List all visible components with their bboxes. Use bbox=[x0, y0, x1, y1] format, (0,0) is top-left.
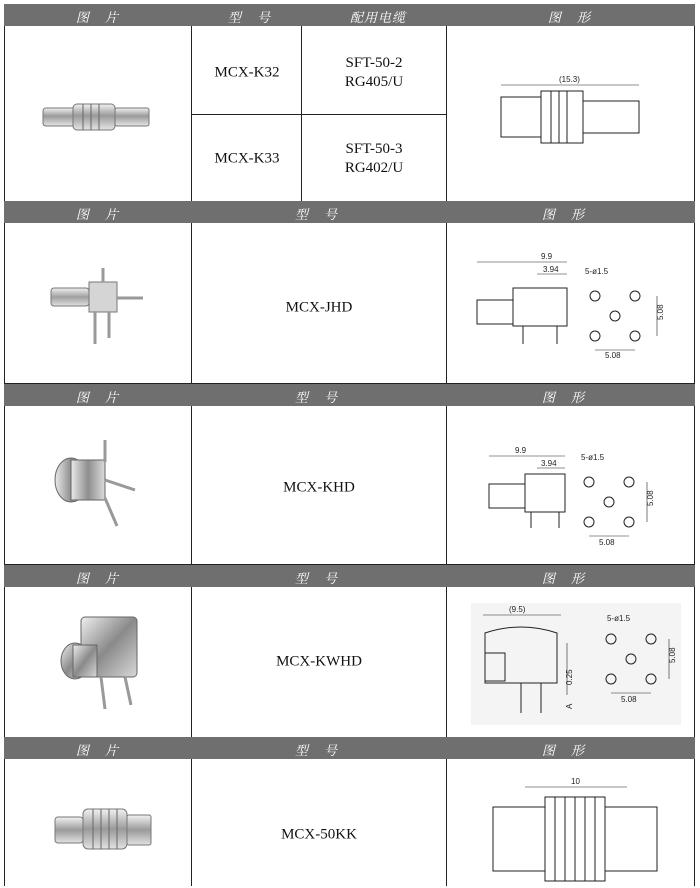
model-label: MCX-JHD bbox=[285, 299, 353, 316]
table-header bbox=[4, 384, 695, 406]
svg-text:(15.3): (15.3) bbox=[559, 75, 580, 84]
header-model: 型 号 bbox=[294, 744, 344, 759]
svg-text:5.08: 5.08 bbox=[646, 490, 655, 506]
svg-text:3.94: 3.94 bbox=[541, 459, 557, 468]
header-picture: 图 片 bbox=[75, 391, 125, 406]
technical-drawing bbox=[491, 71, 651, 151]
technical-drawing bbox=[471, 603, 681, 725]
product-row-1 bbox=[4, 26, 695, 202]
svg-text:A: A bbox=[565, 703, 574, 709]
product-photo bbox=[45, 436, 155, 536]
header-picture: 图 片 bbox=[75, 572, 125, 587]
product-row-2 bbox=[4, 223, 695, 384]
svg-text:5.08: 5.08 bbox=[656, 304, 665, 320]
model-label: MCX-K33 bbox=[214, 150, 280, 167]
cable-label: SFT-50-3 RG402/U bbox=[344, 141, 404, 176]
header-picture: 图 片 bbox=[75, 11, 125, 26]
header-cable: 配用电缆 bbox=[349, 11, 407, 26]
svg-text:5-ø1.5: 5-ø1.5 bbox=[581, 453, 605, 462]
header-drawing: 图 形 bbox=[541, 744, 591, 759]
model-label: MCX-KWHD bbox=[276, 653, 362, 670]
product-photo bbox=[35, 96, 165, 136]
header-drawing: 图 形 bbox=[541, 572, 591, 587]
svg-text:10: 10 bbox=[571, 777, 580, 786]
header-model: 型 号 bbox=[294, 391, 344, 406]
product-row-3 bbox=[4, 406, 695, 565]
svg-text:5.08: 5.08 bbox=[668, 647, 677, 663]
header-model: 型 号 bbox=[294, 208, 344, 223]
header-picture: 图 片 bbox=[75, 208, 125, 223]
header-model: 型 号 bbox=[294, 572, 344, 587]
model-label: MCX-50KK bbox=[281, 826, 357, 843]
header-drawing: 图 形 bbox=[541, 391, 591, 406]
svg-text:0.25: 0.25 bbox=[565, 669, 574, 685]
table-header bbox=[4, 737, 695, 759]
product-photo bbox=[49, 799, 159, 859]
table-header bbox=[4, 201, 695, 223]
header-model: 型 号 bbox=[227, 11, 277, 26]
product-photo bbox=[41, 609, 161, 719]
technical-drawing bbox=[467, 248, 677, 358]
model-label: MCX-K32 bbox=[214, 64, 280, 81]
header-drawing: 图 形 bbox=[547, 11, 597, 26]
table-header bbox=[4, 4, 695, 26]
svg-text:5.08: 5.08 bbox=[599, 538, 615, 547]
svg-text:3.94: 3.94 bbox=[543, 265, 559, 274]
model-label: MCX-KHD bbox=[283, 479, 355, 496]
product-row-5 bbox=[4, 759, 695, 886]
svg-text:5-ø1.5: 5-ø1.5 bbox=[607, 614, 631, 623]
technical-drawing bbox=[479, 444, 679, 554]
technical-drawing bbox=[485, 777, 665, 881]
svg-text:5-ø1.5: 5-ø1.5 bbox=[585, 267, 609, 276]
header-drawing: 图 形 bbox=[541, 208, 591, 223]
product-photo bbox=[45, 268, 155, 348]
svg-text:9.9: 9.9 bbox=[541, 252, 553, 261]
svg-text:5.08: 5.08 bbox=[621, 695, 637, 704]
product-row-4 bbox=[4, 587, 695, 738]
svg-text:9.9: 9.9 bbox=[515, 446, 527, 455]
svg-text:(9.5): (9.5) bbox=[509, 605, 526, 614]
svg-text:5.08: 5.08 bbox=[605, 351, 621, 360]
cable-label: SFT-50-2 RG405/U bbox=[344, 55, 404, 90]
header-picture: 图 片 bbox=[75, 744, 125, 759]
table-header bbox=[4, 565, 695, 587]
